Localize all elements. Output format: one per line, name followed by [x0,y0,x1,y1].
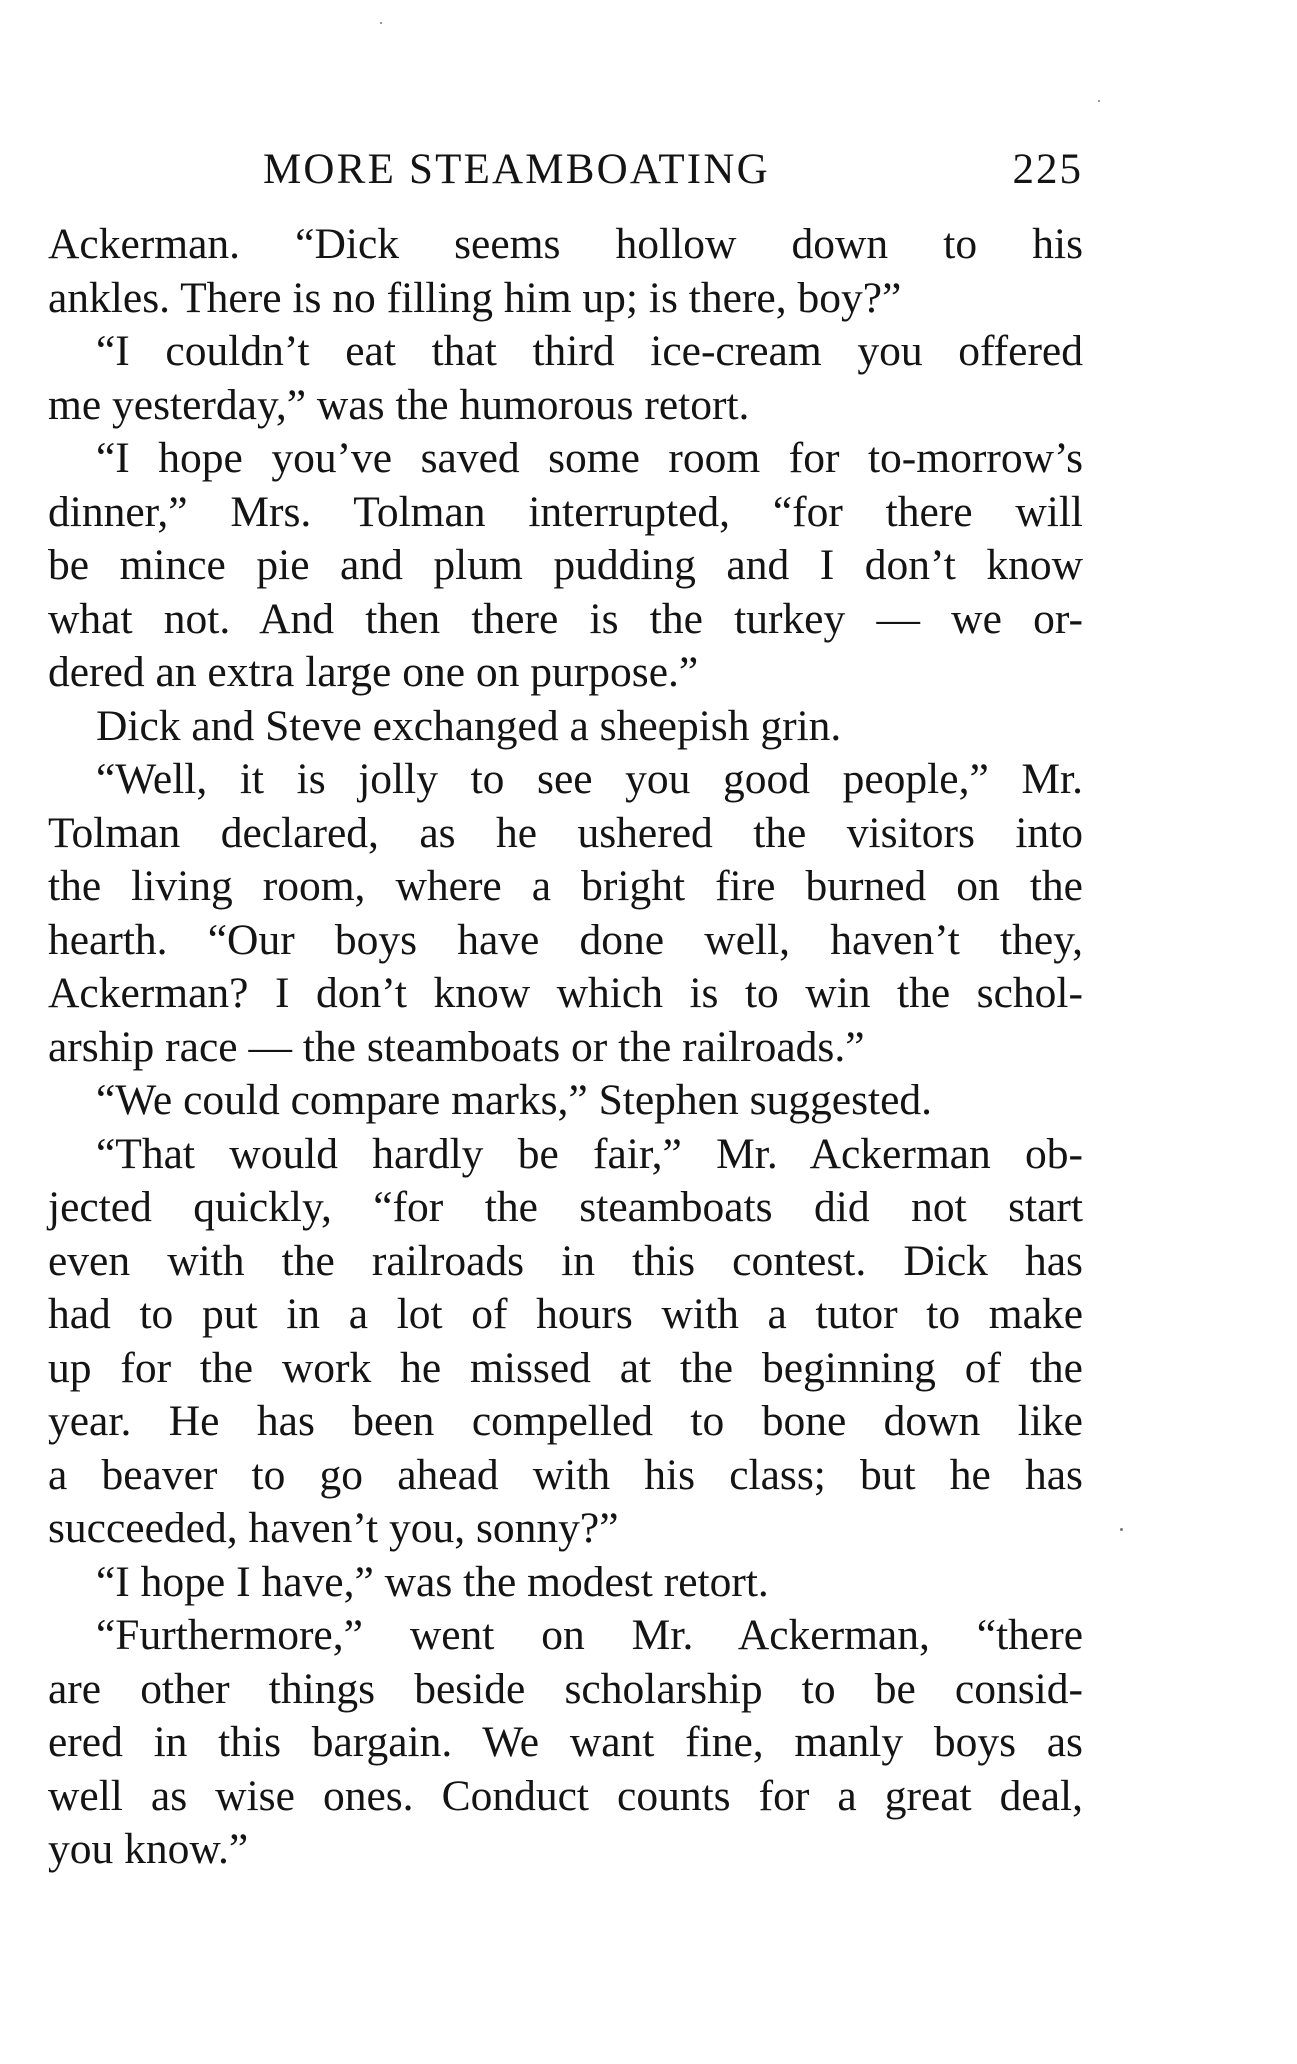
paper-speck [380,22,382,24]
text-line: hearth. “Our boys have done well, haven’t they, [48,915,1083,964]
text-line: are other things beside scholarship to be consid- [48,1664,1083,1713]
text-line: “Well, it is jolly to see you good people,” Mr. [96,755,1083,803]
text-line: “I couldn’t eat that third ice-cream you offered [96,327,1083,375]
running-title: MORE STEAMBOATING [263,146,770,193]
text-line: the living room, where a bright fire burned on the [48,862,1083,910]
text-line: “That would hardly be fair,” Mr. Ackerman ob- [96,1129,1083,1178]
body-text [48,218,1083,1877]
text-line: year. He has been compelled to bone down like [48,1397,1083,1445]
text-line: dered an extra large one on purpose.” [48,648,699,696]
text-line: Tolman declared, as he ushered the visitors into [48,808,1083,857]
text-line: Ackerman? I don’t know which is to win the schol- [48,969,1083,1017]
page-number: 225 [1012,146,1083,193]
text-line: “I hope I have,” was the modest retort. [96,1557,769,1606]
text-line: ankles. There is no filling him up; is there, boy?” [48,273,902,322]
text-line: arship race — the steamboats or the railroads.” [48,1022,865,1071]
text-line: you know.” [48,1825,249,1873]
text-line: had to put in a lot of hours with a tutor to make [48,1290,1083,1338]
text-line: jected quickly, “for the steamboats did not start [48,1183,1083,1231]
paper-speck [1098,100,1100,102]
text-line: up for the work he missed at the beginning of the [48,1343,1083,1392]
text-line: “I hope you’ve saved some room for to-morrow’s [96,434,1083,482]
running-head [48,140,1083,200]
text-line: ered in this bargain. We want fine, manly boys as [48,1718,1083,1766]
text-line: be mince pie and plum pudding and I don’t know [48,541,1083,589]
text-line: well as wise ones. Conduct counts for a great deal, [48,1771,1083,1820]
text-line: Dick and Steve exchanged a sheepish grin. [96,701,842,750]
paper-speck [1120,1528,1123,1531]
text-line: Ackerman. “Dick seems hollow down to his [48,220,1083,268]
text-line: dinner,” Mrs. Tolman interrupted, “for there will [48,487,1083,536]
text-line: me yesterday,” was the humorous retort. [48,380,750,429]
text-line: succeeded, haven’t you, sonny?” [48,1504,619,1552]
text-line: “Furthermore,” went on Mr. Ackerman, “there [96,1611,1083,1659]
text-line: even with the railroads in this contest. Dick has [48,1236,1083,1285]
text-line: “We could compare marks,” Stephen suggested. [96,1076,933,1124]
text-line: a beaver to go ahead with his class; but he has [48,1450,1083,1499]
text-line: what not. And then there is the turkey — we or- [48,594,1083,643]
